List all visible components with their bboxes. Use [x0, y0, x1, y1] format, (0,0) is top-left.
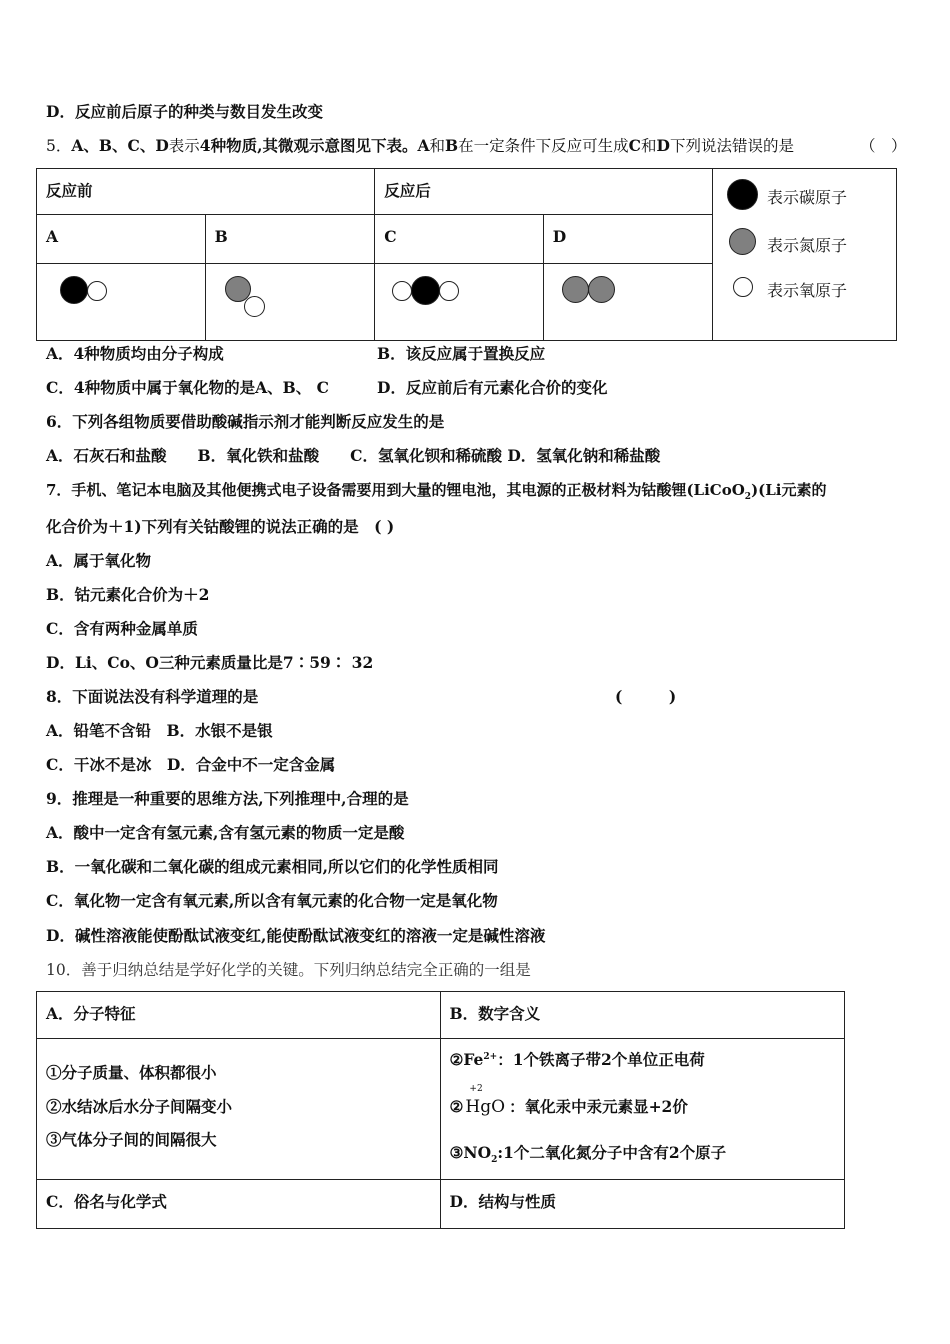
q5-stem-part: 4: [199, 136, 211, 155]
q5-col-c: [375, 215, 544, 264]
q5-stem-part: 种物质,其微观示意图见下表。: [210, 136, 418, 155]
q5-before-label: 反应前: [46, 181, 93, 200]
q6-stem: 6．下列各组物质要借助酸碱指示剂才能判断反应发生的是: [46, 412, 445, 431]
q5-after-label: 反应后: [384, 181, 431, 200]
q5-stem-part: 下列说法错误的是: [669, 137, 794, 155]
legend-oxygen-label: 表示氧原子: [767, 281, 848, 300]
q5-option-c: C．4种物质中属于氧化物的是A、B、 C: [46, 378, 329, 397]
q10-b2-part: ②: [449, 1097, 464, 1116]
oxygen-atom-icon: [439, 281, 459, 301]
q6-options: A．石灰石和盐酸 B．氧化铁和盐酸 C．氢氧化钡和稀硫酸 D．氢氧化钠和稀盐酸: [46, 446, 661, 465]
q10-b2-part: ：氧化汞中汞元素显+2价: [509, 1097, 688, 1116]
q10-b-content-cell: [440, 1039, 845, 1180]
q5-molecule-c-cell: [375, 264, 544, 341]
q8-stem: 8．下面说法没有科学道理的是: [46, 687, 259, 706]
q10-head-a-cell: [37, 992, 441, 1039]
oxygen-atom-icon: [244, 296, 265, 317]
q5-molecule-d-cell: [543, 264, 713, 341]
q5-after-header: [375, 169, 713, 215]
q5-col-c-label: C: [384, 227, 397, 246]
legend-nitrogen-label: 表示氮原子: [767, 236, 848, 255]
nitrogen-atom-icon: [588, 276, 615, 303]
q7-option-c: C．含有两种金属单质: [46, 619, 198, 638]
q5-col-d: [543, 215, 713, 264]
q10-b-item-1: [450, 1048, 705, 1070]
q5-col-b-label: B: [214, 227, 228, 246]
q5-stem-part: 表示: [168, 137, 200, 155]
q10-b2-formula-wrap: [465, 1084, 506, 1117]
q9-option-b: B．一氧化碳和二氧化碳的组成元素相同,所以它们的化学性质相同: [46, 857, 499, 876]
q5-option-b: B．该反应属于置换反应: [377, 344, 546, 363]
q5-option-a: A．4种物质均由分子构成: [46, 344, 224, 363]
q8-options-row1: A．铅笔不含铅 B．水银不是银: [46, 721, 273, 740]
q5-stem: [46, 136, 794, 156]
legend-carbon-label: 表示碳原子: [767, 188, 848, 207]
q10-a-content-cell: [37, 1039, 441, 1180]
q5-option-d: D．反应前后有元素化合价的变化: [377, 378, 608, 397]
q10-a-item-3: ③气体分子间的间隔很大: [46, 1130, 217, 1149]
q7-stem-sub: 2: [744, 492, 752, 502]
q5-stem-part: B: [445, 136, 459, 155]
q9-option-c: C．氧化物一定含有氧元素,所以含有氧元素的化合物一定是氧化物: [46, 891, 498, 910]
q5-stem-part: 在一定条件下反应可生成: [458, 137, 629, 155]
q10-head-b: B．数字含义: [449, 1004, 541, 1023]
q4-option-d: D．反应前后原子的种类与数目发生改变: [46, 102, 323, 121]
carbon-atom-icon: [411, 276, 440, 305]
q10-stem: 10．善于归纳总结是学好化学的关键。下列归纳总结完全正确的一组是: [46, 961, 531, 979]
oxygen-atom-icon: [87, 281, 107, 301]
q5-stem-part: A、B、C、D: [71, 136, 169, 155]
q5-molecule-b-cell: [205, 264, 375, 341]
q7-option-d: D．Li、Co、O三种元素质量比是7∶59∶ 32: [46, 653, 374, 672]
q5-col-d-label: D: [552, 227, 567, 246]
q8-options-row2: C．干冰不是冰 D．合金中不一定含金属: [46, 755, 336, 774]
q5-molecule-a-cell: [37, 264, 206, 341]
q10-b1-charge: 2+: [483, 1051, 498, 1062]
q10-b2-formula: HgO: [465, 1097, 506, 1117]
q9-option-d: D．碱性溶液能使酚酞试液变红,能使酚酞试液变红的溶液一定是碱性溶液: [46, 926, 546, 945]
oxygen-atom-icon: [733, 277, 753, 297]
q10-b-item-2: [449, 1084, 688, 1117]
carbon-atom-icon: [727, 179, 758, 210]
q5-stem-part: 和: [641, 137, 657, 155]
q5-stem-part: D: [656, 136, 670, 155]
q9-stem: 9．推理是一种重要的思维方法,下列推理中,合理的是: [46, 789, 409, 808]
q10-head-a: A．分子特征: [46, 1004, 136, 1023]
q10-b2-valence: +2: [469, 1084, 483, 1094]
q7-option-b: B．钴元素化合价为＋2: [46, 585, 210, 604]
q10-head-c: C．俗名与化学式: [46, 1192, 167, 1211]
q10-b1-part: ②Fe: [449, 1050, 484, 1069]
oxygen-atom-icon: [392, 281, 412, 301]
q10-a-item-2: ②水结冰后水分子间隔变小: [46, 1097, 233, 1116]
q10-b3-part: ③NO: [449, 1143, 492, 1162]
q10-b-item-3: [450, 1141, 727, 1165]
nitrogen-atom-icon: [729, 228, 756, 255]
q7-stem-part: )(Li元素的: [751, 481, 827, 499]
q10-head-d-cell: [440, 1180, 845, 1229]
carbon-atom-icon: [60, 276, 88, 304]
q5-number: 5．: [46, 137, 72, 155]
nitrogen-atom-icon: [562, 276, 589, 303]
q5-stem-part: A: [417, 136, 430, 155]
q10-summary-table: [36, 991, 845, 1229]
q5-col-b: [205, 215, 375, 264]
q10-b1-part: ：1个铁离子带2个单位正电荷: [497, 1050, 705, 1069]
q10-b3-part: :1个二氧化氮分子中含有2个原子: [497, 1143, 727, 1162]
q9-option-a: A．酸中一定含有氢元素,含有氢元素的物质一定是酸: [46, 823, 405, 842]
q7-stem-part: 7．手机、笔记本电脑及其他便携式电子设备需要用到大量的锂电池，其电源的正极材料为钴酸锂(LiCoO: [46, 481, 745, 499]
q5-stem-part: C: [628, 136, 642, 155]
q5-stem-part: 和: [429, 137, 446, 155]
q5-col-a: [37, 215, 206, 264]
q7-stem-line2: 化合价为＋1)下列有关钴酸锂的说法正确的是 ( ): [46, 517, 395, 536]
q8-answer-paren: ( ): [615, 687, 677, 706]
q5-before-header: [37, 169, 375, 215]
q7-stem-line1: [46, 480, 827, 507]
q10-head-b-cell: [440, 992, 845, 1039]
q5-answer-paren: （ ）: [860, 137, 907, 155]
q7-option-a: A．属于氧化物: [46, 551, 152, 570]
q5-col-a-label: A: [46, 227, 59, 246]
q10-b3-sub: 2: [491, 1155, 498, 1166]
q10-head-c-cell: [37, 1180, 441, 1229]
q10-head-d: D．结构与性质: [449, 1192, 556, 1211]
q10-a-item-1: ①分子质量、体积都很小: [46, 1063, 217, 1082]
